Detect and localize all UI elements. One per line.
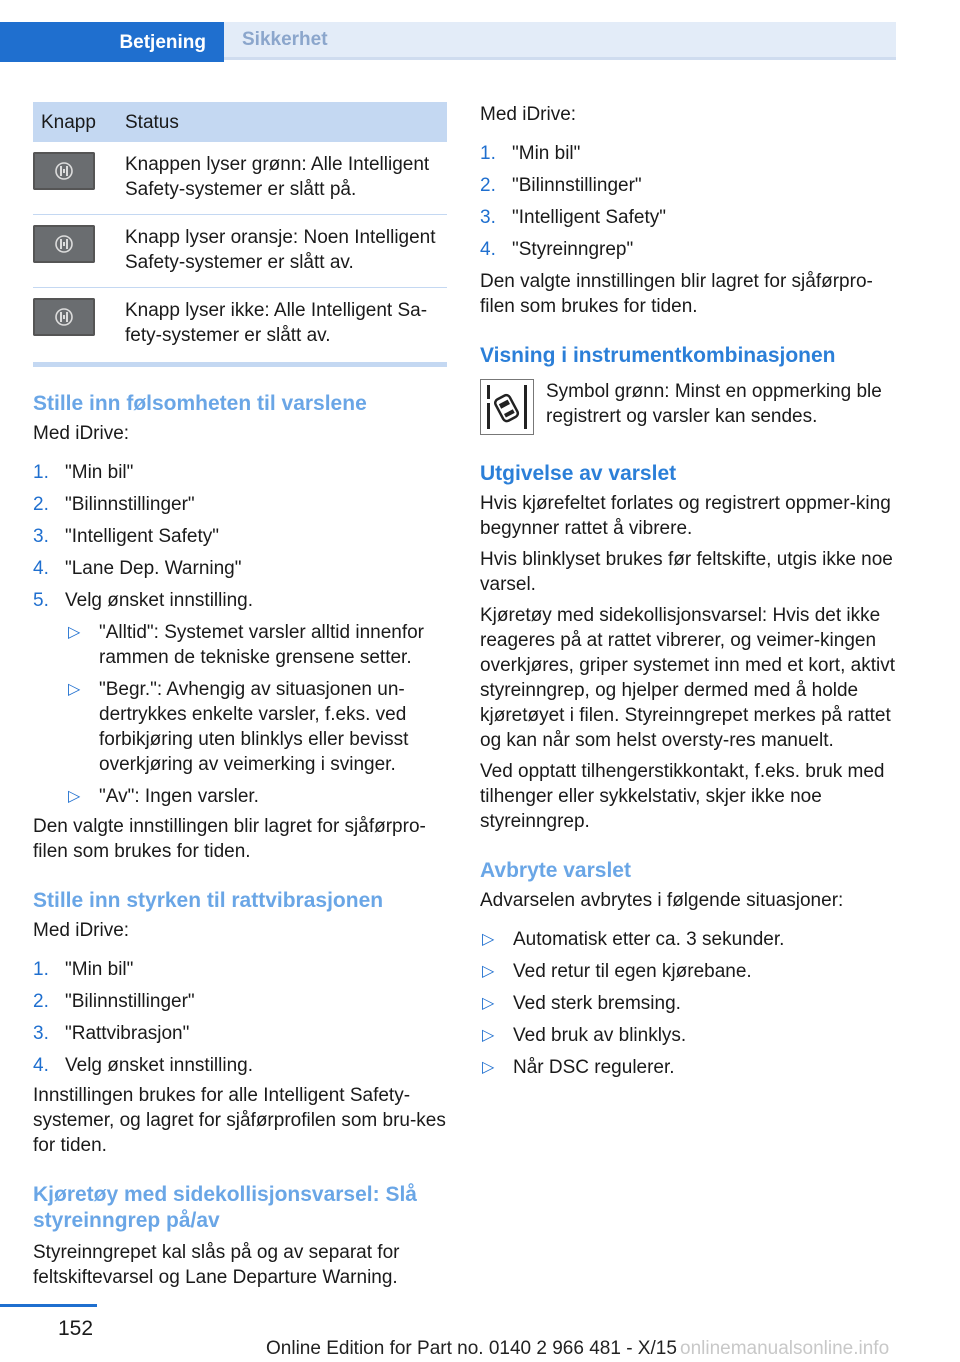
step-text: "Lane Dep. Warning" [65, 558, 242, 579]
option-text: "Av": Ingen varsler. [99, 786, 259, 807]
list-item [33, 460, 447, 485]
step-number: 4. [33, 1055, 49, 1076]
lane-assist-button-icon [33, 152, 95, 190]
table-cell-status: Knapp lyser oransje: Noen Intelligent Safety-systemer er slått av. [111, 215, 447, 288]
step-text: Velg ønsket innstilling. [65, 1055, 253, 1076]
paragraph: Hvis blinklyset brukes før feltskifte, utgis ikke noe varsel. [480, 549, 893, 595]
section-intro: Med iDrive: [33, 920, 130, 941]
list-item [480, 1023, 896, 1048]
list-item [66, 784, 447, 809]
list-item [33, 957, 447, 982]
step-text: "Bilinnstillinger" [65, 991, 195, 1012]
section-intro: Med iDrive: [33, 423, 130, 444]
list-item [33, 1021, 447, 1046]
lane-departure-symbol-icon [480, 379, 534, 435]
page-number: 152 [58, 1317, 94, 1340]
list-item [33, 524, 447, 549]
step-text: "Intelligent Safety" [65, 526, 219, 547]
section-intro: Advarselen avbrytes i følgende situasjoner: [480, 890, 844, 911]
triangle-bullet-icon: ▷ [482, 995, 495, 1012]
step-number: 4. [33, 558, 49, 579]
section-note: Innstillingen brukes for alle Intelligent Safety-systemer, og lagret for sjåførprofilen som bru-kes for tiden. [33, 1085, 446, 1156]
steps-list [33, 460, 447, 613]
triangle-bullet-icon: ▷ [68, 681, 81, 698]
list-item [480, 959, 896, 984]
step-number: 3. [33, 1023, 49, 1044]
table-cell-status: Knappen lyser grønn: Alle Intelligent Safety-systemer er slått på. [111, 142, 447, 215]
table-header-status: Status [111, 102, 447, 142]
steps-list [33, 957, 447, 1078]
list-item [66, 677, 447, 777]
section-note: Den valgte innstillingen blir lagret for sjåførpro-filen som brukes for tiden. [33, 816, 426, 862]
step-text: "Bilinnstillinger" [512, 175, 642, 196]
table-row [33, 142, 447, 215]
section-title-utgivelse: Utgivelse av varslet [480, 462, 677, 485]
triangle-bullet-icon: ▷ [482, 1059, 495, 1076]
avbryte-list [480, 927, 896, 1080]
list-item [33, 989, 447, 1014]
step-text: "Bilinnstillinger" [65, 494, 195, 515]
tab-betjening[interactable]: Betjening [0, 22, 224, 62]
step-number: 2. [480, 175, 496, 196]
right-column [480, 102, 896, 1080]
list-item [480, 237, 896, 262]
item-text: Ved bruk av blinklys. [513, 1025, 687, 1046]
left-column [33, 102, 447, 1290]
item-text: Når DSC regulerer. [513, 1057, 675, 1078]
step-text: "Min bil" [65, 462, 134, 483]
list-item [33, 556, 447, 581]
list-item [33, 492, 447, 517]
table-cell-button [33, 288, 111, 365]
list-item [480, 927, 896, 952]
step-text: "Min bil" [65, 959, 134, 980]
section-title-folsomhet: Stille inn følsomheten til varslene [33, 392, 367, 415]
triangle-bullet-icon: ▷ [482, 931, 495, 948]
paragraph: Ved opptatt tilhengerstikkontakt, f.eks. bruk med tilhenger eller sykkelstativ, skjer ikke noe styreinngrep. [480, 761, 885, 832]
triangle-bullet-icon: ▷ [482, 1027, 495, 1044]
triangle-bullet-icon: ▷ [482, 963, 495, 980]
edition-text: Online Edition for Part no. 0140 2 966 481 - X/15 [266, 1338, 677, 1359]
status-table [33, 102, 447, 367]
item-text: Ved sterk bremsing. [513, 993, 681, 1014]
list-item [66, 620, 447, 670]
step-number: 2. [33, 494, 49, 515]
footer-divider [0, 1304, 97, 1307]
section-title-visning: Visning i instrumentkombinasjonen [480, 344, 836, 367]
table-row [33, 215, 447, 288]
step-text: Velg ønsket innstilling. [65, 590, 253, 611]
table-header-row [33, 102, 447, 142]
section-intro: Med iDrive: [480, 104, 577, 125]
table-cell-button [33, 142, 111, 215]
table-cell-status: Knapp lyser ikke: Alle Intelligent Sa-fety-systemer er slått av. [111, 288, 447, 365]
table-row [33, 288, 447, 365]
step-number: 4. [480, 239, 496, 260]
triangle-bullet-icon: ▷ [68, 788, 81, 805]
list-item [33, 588, 447, 613]
option-text: "Alltid": Systemet varsler alltid innenfor rammen de tekniske grensene setter. [99, 622, 425, 668]
item-text: Ved retur til egen kjørebane. [513, 961, 752, 982]
symbol-row [480, 379, 896, 435]
paragraph: Hvis kjørefeltet forlates og registrert oppmer-king begynner rattet å vibrere. [480, 493, 891, 539]
section-title-rattvibrasjon: Stille inn styrken til rattvibrasjonen [33, 889, 384, 912]
step-text: "Intelligent Safety" [512, 207, 666, 228]
step-text: "Min bil" [512, 143, 581, 164]
step-number: 2. [33, 991, 49, 1012]
list-item [480, 205, 896, 230]
steps-list [480, 141, 896, 262]
list-item [480, 991, 896, 1016]
section-text: Styreinngrepet kal slås på og av separat for feltskiftevarsel og Lane Departure Warning. [33, 1242, 400, 1288]
option-text: "Begr.": Avhengig av situasjonen un-dertrykkes enkelte varsler, f.eks. ved forbikjøring uten blinklys eller bevisst overkjøring av veimerking i svinger. [99, 679, 409, 775]
table-cell-button [33, 215, 111, 288]
section-note: Den valgte innstillingen blir lagret for sjåførpro-filen som brukes for tiden. [480, 271, 873, 317]
step-text: "Rattvibrasjon" [65, 1023, 190, 1044]
tab-sikkerhet[interactable]: Sikkerhet [224, 22, 896, 60]
table-header-knapp: Knapp [33, 102, 111, 142]
item-text: Automatisk etter ca. 3 sekunder. [513, 929, 785, 950]
list-item [480, 141, 896, 166]
step-number: 5. [33, 590, 49, 611]
lane-assist-button-icon [33, 298, 95, 336]
step-number: 3. [480, 207, 496, 228]
watermark: onlinemanualsonline.info [680, 1338, 890, 1359]
step-number: 3. [33, 526, 49, 547]
options-list [66, 620, 447, 809]
step-number: 1. [33, 959, 49, 980]
lane-assist-button-icon [33, 225, 95, 263]
paragraph: Kjøretøy med sidekollisjonsvarsel: Hvis det ikke reageres på at rattet vibrerer, og veimer-kingen overkjøres, griper systemet inn med et kort, aktivt styreinngrep, og hjelper dermed med å holde kjøretøyet i filen. Styreinngrepet merkes på rattet og kan når som helst oversty-res manuelt. [480, 605, 895, 751]
section-title-sidekollisjon: Kjøretøy med sidekollisjonsvarsel: Slå styreinngrep på/av [33, 1183, 417, 1232]
step-text: "Styreinngrep" [512, 239, 634, 260]
header-tabs [0, 22, 960, 62]
step-number: 1. [33, 462, 49, 483]
section-title-avbryte: Avbryte varslet [480, 859, 631, 882]
list-item [480, 173, 896, 198]
triangle-bullet-icon: ▷ [68, 624, 81, 641]
step-number: 1. [480, 143, 496, 164]
list-item [480, 1055, 896, 1080]
symbol-description: Symbol grønn: Minst en oppmerking ble registrert og varsler kan sendes. [546, 381, 882, 427]
list-item [33, 1053, 447, 1078]
